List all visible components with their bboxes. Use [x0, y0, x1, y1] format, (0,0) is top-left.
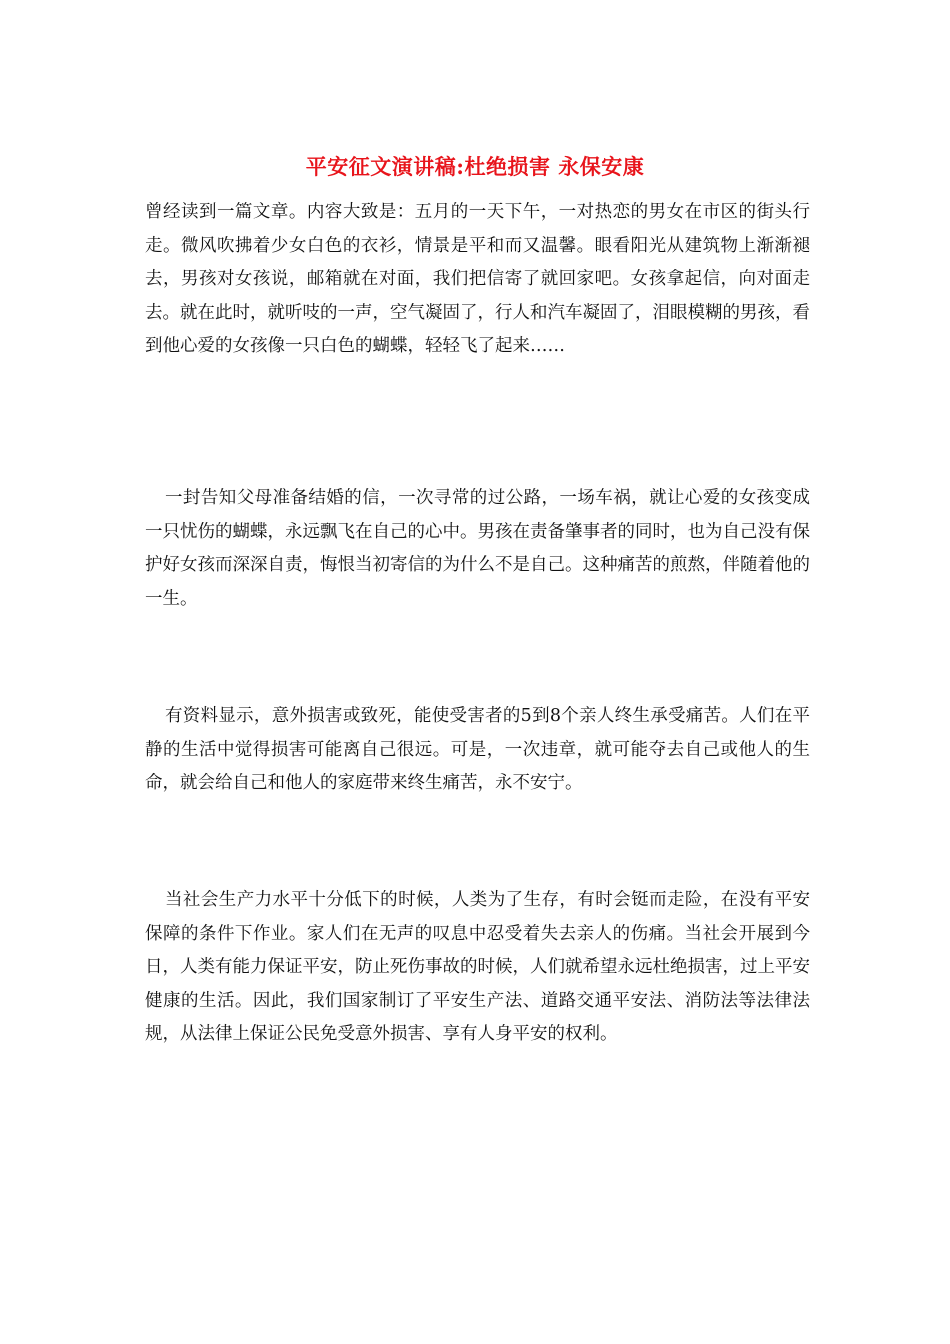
paragraph-3: 有资料显示，意外损害或致死，能使受害者的5到8个亲人终生承受痛苦。人们在平静的生活中觉得损害可能离自己很远。可是，一次违章，就可能夺去自己或他人的生命，就会给自己和他人的家庭带来终生痛苦，永不安宁。: [145, 706, 810, 793]
paragraph-1: 曾经读到一篇文章。内容大致是：五月的一天下午，一对热恋的男女在市区的街头行走。微风吹拂着少女白色的衣衫，情景是平和而又温馨。眼看阳光从建筑物上渐渐褪去，男孩对女孩说，邮箱就在对面，我们把信寄了就回家吧。女孩拿起信，向对面走去。就在此时，就听吱的一声，空气凝固了，行人和汽车凝固了，泪眼模糊的男孩，看到他心爱的女孩像一只白色的蝴蝶，轻轻飞了起来……: [145, 202, 810, 356]
paragraph-4: 当社会生产力水平十分低下的时候，人类为了生存，有时会铤而走险，在没有平安保障的条件下作业。家人们在无声的叹息中忍受着失去亲人的伤痛。当社会开展到今日，人类有能力保证平安，防止死伤事故的时候，人们就希望永远杜绝损害，过上平安健康的生活。因此，我们国家制订了平安生产法、道路交通平安法、消防法等法律法规，从法律上保证公民免受意外损害、享有人身平安的权利。: [145, 890, 810, 1044]
document-title: 平安征文演讲稿:杜绝损害 永保安康: [305, 154, 645, 179]
paragraph-2: 一封告知父母准备结婚的信，一次寻常的过公路，一场车祸，就让心爱的女孩变成一只忧伤的蝴蝶，永远飘飞在自己的心中。男孩在责备肇事者的同时，也为自己没有保护好女孩而深深自责，悔恨当初寄信的为什么不是自己。这种痛苦的煎熬，伴随着他的一生。: [145, 488, 810, 609]
